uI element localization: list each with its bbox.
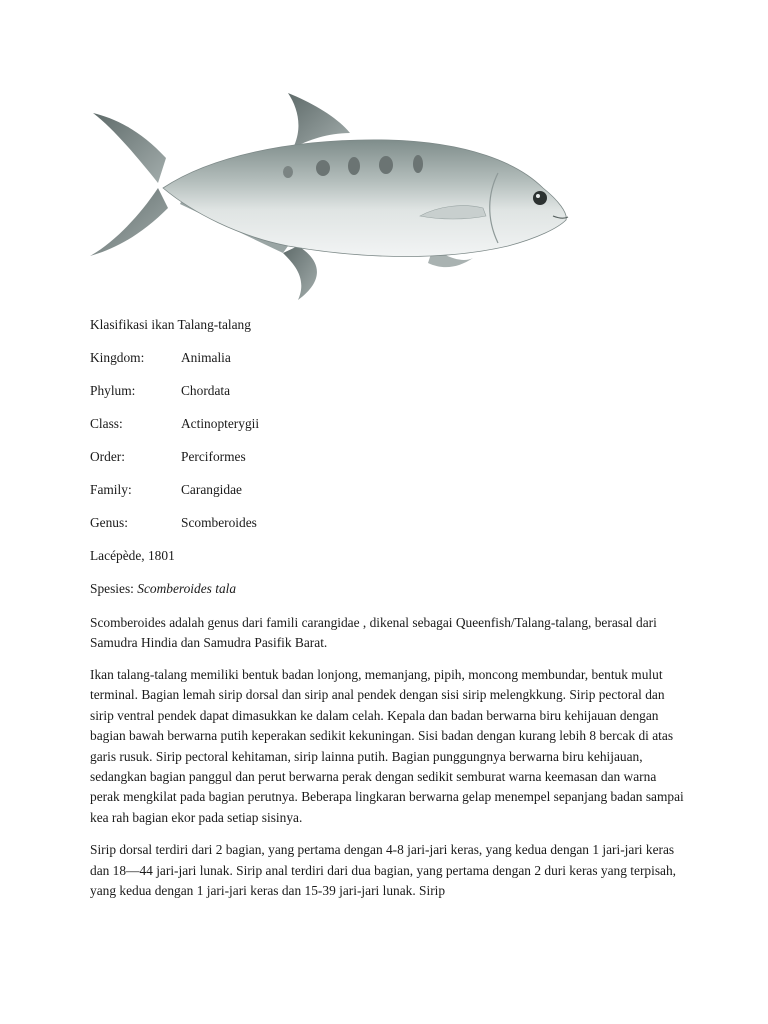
paragraph-intro: Scomberoides adalah genus dari famili carangidae , dikenal sebagai Queenfish/Talang-talang, berasal dari Samudra Hindia dan Samudra Pasifik Barat. [90, 615, 657, 650]
classification-key: Order: [90, 449, 125, 464]
species-label: Spesies: [90, 581, 138, 596]
classification-key: Genus: [90, 515, 128, 530]
classification-row-family [90, 481, 684, 499]
classification-value: Animalia [181, 350, 231, 365]
queenfish-illustration [88, 88, 576, 306]
classification-row-phylum [90, 382, 684, 400]
classification-value: Actinopterygii [181, 416, 260, 431]
paragraph-description: Ikan talang-talang memiliki bentuk badan lonjong, memanjang, pipih, moncong membundar, bentuk mulut terminal. Bagian lemah sirip dorsal dan sirip anal pendek dengan sisi sirip melengkkung. Sirip pectoral dan sirip ventral pendek dapat dimasukkan ke dalam celah. Kepala dan badan berwarna biru kehijauan dengan bagian bawah berwarna putih keperakan sedikit kekuningan. Sisi badan dengan kurang lebih 8 bercak di atas garis rusuk. Sirip pectoral kehitaman, sirip lainna putih. Bagian punggungnya berwarna biru kehijauan, sedangkan bagian panggul dan perut berwarna perak dengan sedikit semburat warna keemasan dan warna perak mengkilat pada bagian perutnya. Beberapa lingkaran berwarna gelap menempel sepanjang badan sampai kea rah bagian ekor pada setiap sisinya. [90, 667, 684, 825]
classification-row-genus [90, 514, 684, 532]
classification-heading: Klasifikasi ikan Talang-talang [90, 317, 251, 332]
species-name: Scomberoides tala [137, 581, 237, 596]
classification-key: Family: [90, 482, 132, 497]
species-line [90, 580, 684, 598]
classification-key: Class: [90, 416, 123, 431]
classification-value: Carangidae [181, 482, 242, 497]
classification-value: Scomberoides [181, 515, 257, 530]
classification-row-order [90, 448, 684, 466]
classification-key: Kingdom: [90, 350, 145, 365]
classification-row-kingdom [90, 349, 684, 367]
classification-value: Chordata [181, 383, 231, 398]
classification-key: Phylum: [90, 383, 136, 398]
paragraph-fins: Sirip dorsal terdiri dari 2 bagian, yang pertama dengan 4-8 jari-jari keras, yang kedua dengan 1 jari-jari keras dan 18—44 jari-jari lunak. Sirip anal terdiri dari dua bagian, yang pertama dengan 2 duri keras yang terpisah, yang kedua dengan 1 jari-jari keras dan 15-39 jari-jari lunak. Sirip [90, 842, 677, 899]
document-body [90, 316, 684, 913]
classification-row-class [90, 415, 684, 433]
taxonomic-authority: Lacépède, 1801 [90, 548, 175, 563]
classification-value: Perciformes [181, 449, 246, 464]
